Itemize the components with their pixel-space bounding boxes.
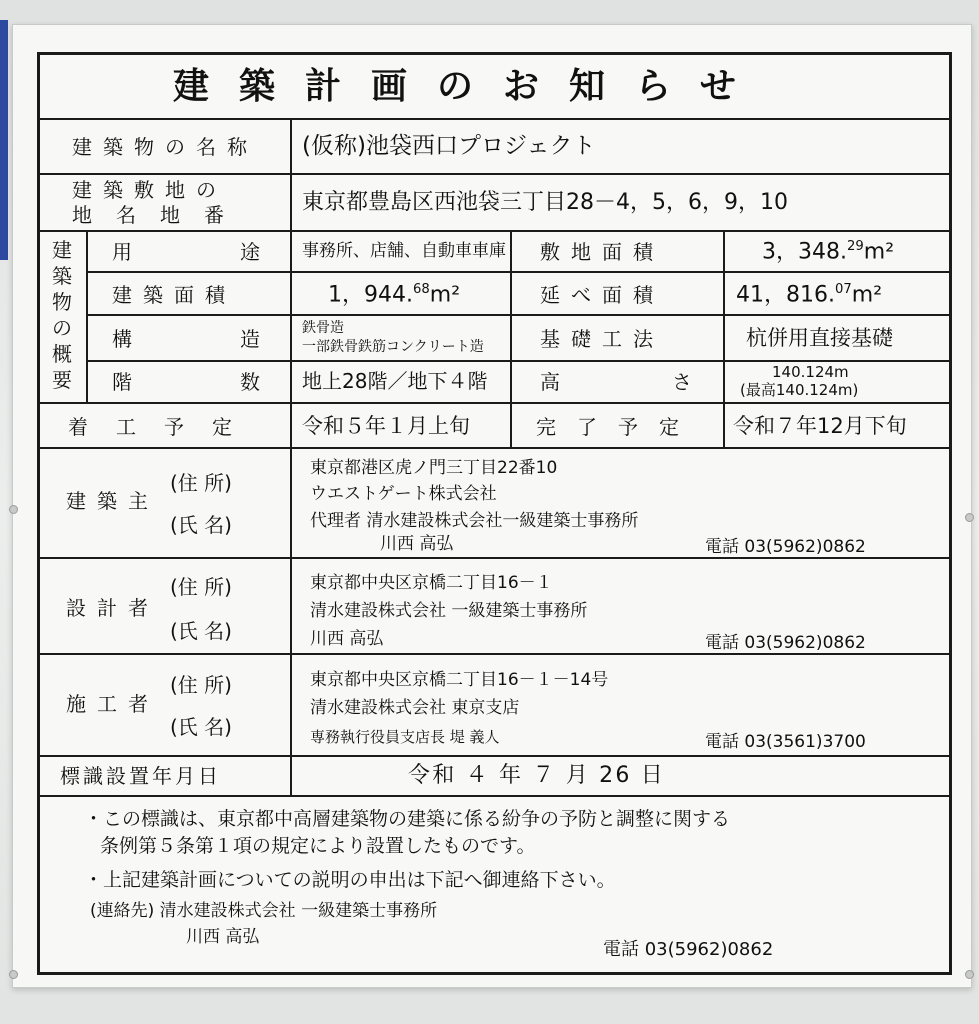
designer-line3: 川西 高弘 (310, 629, 384, 649)
site-area-label: 敷地面積 (540, 240, 664, 264)
structure-value-line1: 鉄骨造 (302, 320, 344, 336)
owner-address-label: (住 所) (170, 471, 232, 495)
contractor-address-label: (住 所) (170, 673, 232, 697)
height-value-line1: 140.124m (772, 363, 849, 381)
height-value-line2: (最高140.124m) (740, 381, 859, 399)
designer-label: 設計者 (66, 596, 159, 620)
building-name-value: (仮称)池袋西口プロジェクト (302, 133, 596, 159)
end-label: 完了予定 (536, 415, 700, 439)
blue-frame-edge (0, 20, 8, 260)
overview-side-label: 建 築 物 の 概 要 (52, 238, 72, 392)
building-area-label: 建築面積 (112, 283, 236, 307)
floors-value: 地上28階／地下４階 (302, 369, 488, 393)
contractor-line3: 専務執行役員支店長 堤 義人 (310, 728, 500, 746)
site-address-value: 東京都豊島区西池袋三丁目28－4，5，6，9，10 (302, 190, 788, 215)
structure-label-part: 造 (240, 327, 260, 351)
floor-area-value: 41，816.07m² (736, 282, 883, 308)
contractor-label: 施工者 (66, 692, 159, 716)
posting-date-label: 標識設置年月日 (60, 764, 221, 788)
screw-icon (965, 970, 974, 979)
note-line1: ・この標識は、東京都中高層建築物の建築に係る紛争の予防と調整に関する (84, 808, 731, 830)
designer-line2: 清水建設株式会社 一級建築士事務所 (310, 601, 588, 621)
contractor-name-label: (氏 名) (170, 715, 232, 739)
floors-label-part: 数 (240, 370, 260, 394)
note-contact-name: 川西 高弘 (186, 927, 260, 947)
designer-name-label: (氏 名) (170, 619, 232, 643)
screw-icon (9, 505, 18, 514)
use-label-part: 途 (240, 240, 260, 264)
contractor-line1: 東京都中央区京橋二丁目16－１－14号 (310, 670, 609, 690)
floor-area-label: 延べ面積 (540, 283, 664, 307)
posting-date-value: 令和 ４ 年 ７ 月 26 日 (408, 763, 665, 788)
designer-address-label: (住 所) (170, 575, 232, 599)
structure-label-part: 構 (112, 327, 132, 351)
designer-phone: 電話 03(5962)0862 (705, 633, 866, 653)
use-label-part: 用 (112, 240, 132, 264)
screw-icon (9, 970, 18, 979)
notice-board (37, 52, 952, 975)
height-label-part: さ (672, 370, 692, 394)
owner-line2: ウエストゲート株式会社 (310, 484, 497, 504)
building-name-label: 建築物の名称 (72, 135, 258, 159)
start-label: 着工予定 (68, 415, 260, 439)
foundation-label: 基礎工法 (540, 327, 664, 351)
note-line2: 条例第５条第１項の規定により設置したものです。 (100, 835, 536, 857)
owner-name-label: (氏 名) (170, 513, 232, 537)
use-value: 事務所、店舗、自動車車庫 (302, 241, 506, 261)
site-label-line2: 地名地番 (72, 203, 248, 227)
contractor-line2: 清水建設株式会社 東京支店 (310, 698, 520, 718)
owner-label: 建築主 (66, 489, 159, 513)
note-phone: 電話 03(5962)0862 (603, 939, 774, 960)
site-label-line1: 建築敷地の (72, 178, 227, 202)
structure-value-line2: 一部鉄骨鉄筋コンクリート造 (302, 339, 484, 355)
note-contact: (連絡先) 清水建設株式会社 一級建築士事務所 (90, 901, 438, 921)
floors-label-part: 階 (112, 370, 132, 394)
owner-line3: 代理者 清水建設株式会社一級建築士事務所 (310, 511, 639, 531)
designer-line1: 東京都中央区京橋二丁目16－１ (310, 573, 553, 593)
owner-line4: 川西 高弘 (380, 534, 454, 554)
site-area-value: 3，348.29m² (762, 239, 895, 265)
end-value: 令和７年12月下旬 (733, 414, 907, 438)
foundation-value: 杭併用直接基礎 (746, 326, 893, 350)
contractor-phone: 電話 03(3561)3700 (705, 732, 866, 752)
screw-icon (965, 513, 974, 522)
page-title: 建築計画のお知らせ (173, 66, 766, 107)
note-line3: ・上記建築計画についての説明の申出は下記へ御連絡下さい。 (84, 869, 616, 891)
start-value: 令和５年１月上旬 (302, 414, 470, 438)
owner-phone: 電話 03(5962)0862 (705, 537, 866, 557)
height-label-part: 高 (540, 370, 560, 394)
owner-line1: 東京都港区虎ノ門三丁目22番10 (310, 458, 558, 478)
building-area-value: 1，944.68m² (328, 282, 461, 308)
